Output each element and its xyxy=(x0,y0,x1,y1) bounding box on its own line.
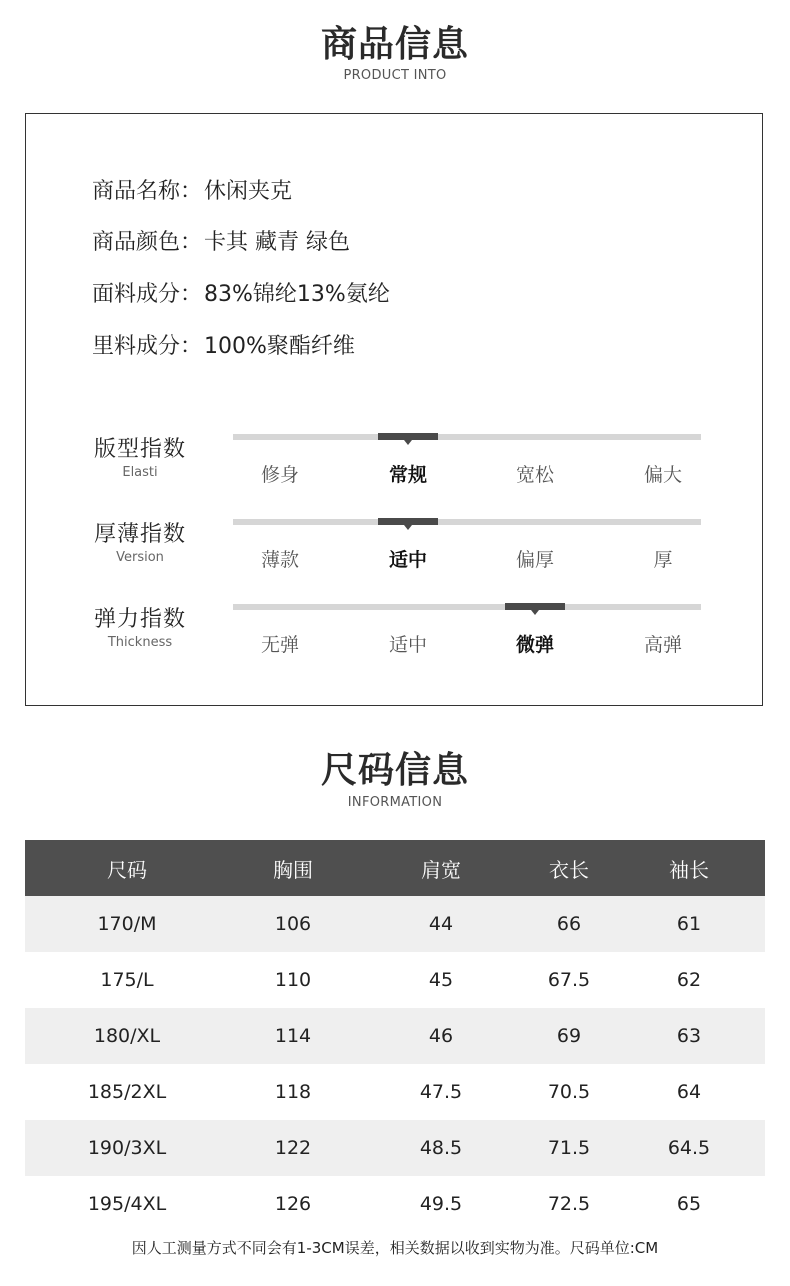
table-cell: 61 xyxy=(676,913,702,935)
info-label: 商品颜色： xyxy=(92,230,203,255)
table-cell: 126 xyxy=(274,1193,312,1215)
fit-index-track xyxy=(233,434,701,440)
info-value: 83%锦纶13%氨纶 xyxy=(204,282,390,307)
table-cell: 44 xyxy=(428,913,454,935)
index-title: 弹力指数 xyxy=(93,607,186,632)
info-row-lining xyxy=(92,329,355,360)
table-cell: 63 xyxy=(676,1025,702,1047)
table-row xyxy=(25,896,765,952)
info-value: 卡其 藏青 绿色 xyxy=(204,230,351,255)
table-cell: 190/3XL xyxy=(87,1137,167,1159)
index-subtitle: Elasti xyxy=(122,465,158,480)
info-row-color xyxy=(92,225,350,256)
table-cell: 180/XL xyxy=(93,1025,161,1047)
elasticity-index-label xyxy=(90,602,190,650)
table-cell: 195/4XL xyxy=(87,1193,167,1215)
table-cell: 45 xyxy=(428,969,454,991)
table-row xyxy=(25,1176,765,1232)
table-cell: 110 xyxy=(274,969,312,991)
index-marker xyxy=(378,518,438,525)
index-option: 薄款 xyxy=(260,549,299,571)
table-row xyxy=(25,1064,765,1120)
table-cell: 64.5 xyxy=(667,1137,711,1159)
table-cell: 185/2XL xyxy=(87,1081,167,1103)
info-label: 里料成分： xyxy=(92,334,203,359)
table-cell: 71.5 xyxy=(547,1137,591,1159)
product-info-title: 商品信息 xyxy=(320,24,469,65)
index-marker xyxy=(505,603,565,610)
table-cell: 66 xyxy=(556,913,582,935)
header-cell: 袖长 xyxy=(669,857,709,882)
header-cell: 胸围 xyxy=(273,857,313,882)
table-header xyxy=(25,840,765,896)
header-cell: 衣长 xyxy=(549,857,589,882)
table-cell: 46 xyxy=(428,1025,454,1047)
index-option: 偏大 xyxy=(643,464,682,486)
product-info-box xyxy=(25,113,763,706)
table-row xyxy=(25,1008,765,1064)
header-cell: 肩宽 xyxy=(421,857,461,882)
index-option: 常规 xyxy=(388,464,427,486)
table-cell: 114 xyxy=(274,1025,312,1047)
table-cell: 69 xyxy=(556,1025,582,1047)
index-option: 适中 xyxy=(388,634,427,656)
index-option: 适中 xyxy=(388,549,427,571)
table-cell: 122 xyxy=(274,1137,312,1159)
info-label: 面料成分： xyxy=(92,282,203,307)
table-row xyxy=(25,952,765,1008)
thickness-index-track xyxy=(233,519,701,525)
info-label: 商品名称： xyxy=(92,179,203,204)
size-table xyxy=(25,840,765,1232)
table-row xyxy=(25,1120,765,1176)
table-cell: 175/L xyxy=(100,969,154,991)
table-cell: 70.5 xyxy=(547,1081,591,1103)
fit-index-label xyxy=(90,432,190,480)
thickness-index-label xyxy=(90,517,190,565)
size-footnote: 因人工测量方式不同会有1-3CM误差，相关数据以收到实物为准。尺码单位:CM xyxy=(131,1239,659,1257)
elasticity-index-track xyxy=(233,604,701,610)
index-option: 修身 xyxy=(260,464,299,486)
info-value: 100%聚酯纤维 xyxy=(204,334,355,359)
table-cell: 47.5 xyxy=(419,1081,463,1103)
table-cell: 64 xyxy=(676,1081,702,1103)
info-row-name xyxy=(92,174,292,205)
size-info-title: 尺码信息 xyxy=(320,750,469,791)
index-title: 版型指数 xyxy=(93,437,186,462)
index-option: 高弹 xyxy=(643,634,682,656)
table-cell: 67.5 xyxy=(547,969,591,991)
index-option: 微弹 xyxy=(515,634,554,656)
table-cell: 65 xyxy=(676,1193,702,1215)
info-row-fabric xyxy=(92,277,390,308)
table-cell: 118 xyxy=(274,1081,312,1103)
index-marker xyxy=(378,433,438,440)
product-info-subtitle: PRODUCT INTO xyxy=(343,68,447,83)
header-cell: 尺码 xyxy=(107,857,147,882)
info-value: 休闲夹克 xyxy=(204,179,293,204)
index-subtitle: Thickness xyxy=(107,635,173,650)
table-cell: 48.5 xyxy=(419,1137,463,1159)
table-cell: 72.5 xyxy=(547,1193,591,1215)
table-cell: 49.5 xyxy=(419,1193,463,1215)
index-option: 无弹 xyxy=(260,634,299,656)
table-cell: 170/M xyxy=(97,913,157,935)
index-title: 厚薄指数 xyxy=(93,522,186,547)
index-option: 偏厚 xyxy=(515,549,554,571)
table-cell: 62 xyxy=(676,969,702,991)
table-cell: 106 xyxy=(274,913,312,935)
index-subtitle: Version xyxy=(116,550,164,565)
index-option: 宽松 xyxy=(515,464,554,486)
size-info-subtitle: INFORMATION xyxy=(347,795,443,810)
index-option: 厚 xyxy=(653,549,673,571)
